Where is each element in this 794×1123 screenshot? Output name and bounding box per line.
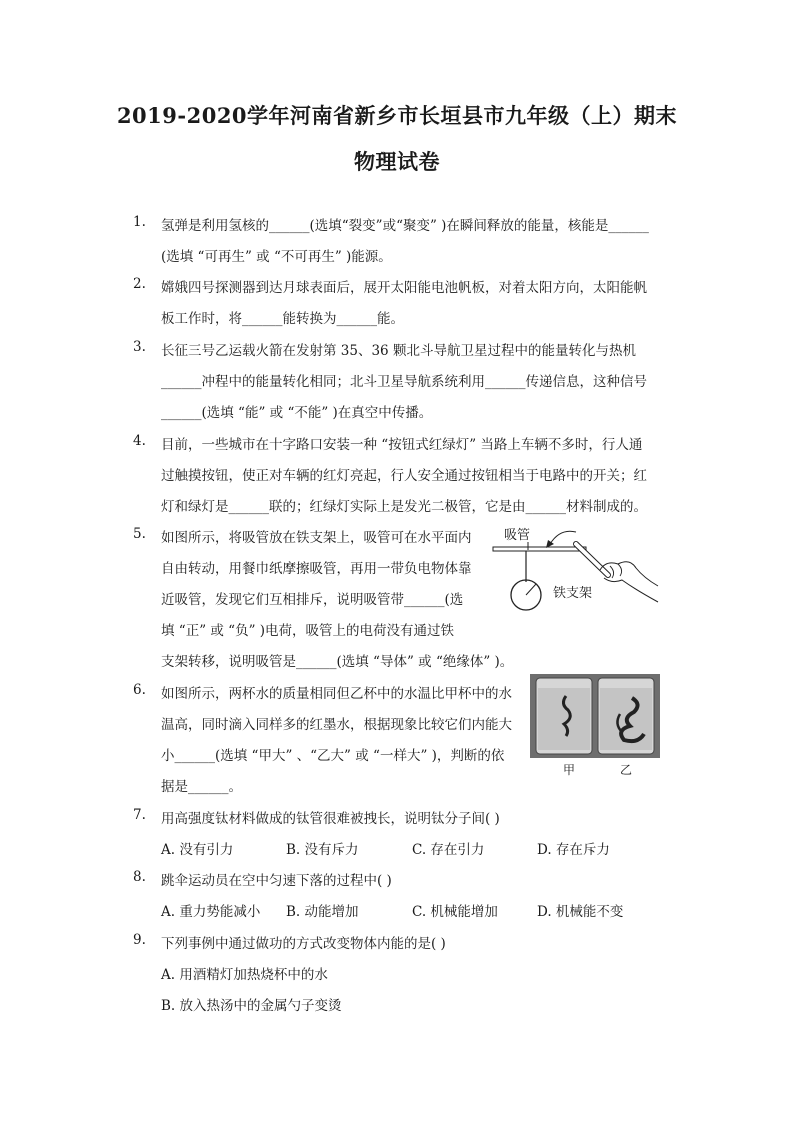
question-number: 4. <box>133 433 146 449</box>
rotation-arrow-icon <box>550 531 576 544</box>
option-c: C. 机械能增加 <box>412 904 498 920</box>
question-text-line: (选填 “可再生” 或 “不可再生” )能源。 <box>161 249 392 265</box>
question-number: 9. <box>133 932 146 948</box>
question-text-line: 跳伞运动员在空中匀速下落的过程中( ) <box>161 873 392 889</box>
option-a: A. 没有引力 <box>161 842 234 858</box>
hand-fingers <box>610 564 622 578</box>
beakers-figure <box>530 674 660 778</box>
beaker-a <box>536 678 592 754</box>
question-number: 2. <box>133 276 146 292</box>
question-number: 8. <box>133 869 146 885</box>
option-b: B. 放入热汤中的金属勺子变烫 <box>161 998 342 1014</box>
question-text-line: 下列事例中通过做功的方式改变物体内能的是( ) <box>161 936 446 952</box>
stand-label: 铁支架 <box>553 586 593 601</box>
question-text-line: 板工作时，将______能转换为______能。 <box>161 311 404 327</box>
question-text-line: 长征三号乙运载火箭在发射第 35、36 颗北斗导航卫星过程中的能量转化与热机 <box>161 343 636 359</box>
option-a: A. 重力势能减小 <box>161 904 261 920</box>
question-text-line: 如图所示，将吸管放在铁支架上，吸管可在水平面内 <box>161 530 472 546</box>
question-text-line: 用高强度钛材料做成的钛管很难被拽长，说明钛分子间( ) <box>161 811 500 827</box>
question-number: 6. <box>133 682 146 698</box>
option-b: B. 动能增加 <box>286 904 359 920</box>
question-text-line: 据是______。 <box>161 779 242 795</box>
question-number: 3. <box>133 339 146 355</box>
question-text-line: 支架转移，说明吸管是______(选填 “导体” 或 “绝缘体” )。 <box>161 654 514 670</box>
stand-base-line <box>526 584 536 595</box>
beaker-b-label: 乙 <box>620 763 633 777</box>
question-text-line: 过触摸按钮，使正对车辆的红灯亮起，行人安全通过按钮相当于电路中的开关；红 <box>161 468 647 484</box>
option-d: D. 存在斥力 <box>537 842 610 858</box>
question-text-line: 氢弹是利用氢核的______(选填“裂变”或“聚变” )在瞬间释放的能量，核能是______ <box>161 218 649 234</box>
question-text-line: 如图所示，两杯水的质量相同但乙杯中的水温比甲杯中的水 <box>161 686 512 702</box>
question-text-line: 温高，同时滴入同样多的红墨水，根据现象比较它们内能大 <box>161 717 512 733</box>
question-text-line: ______冲程中的能量转化相同；北斗卫星导航系统利用______传递信息，这种信号 <box>161 374 647 390</box>
charged-rod-inner <box>576 544 608 575</box>
straw-label: 吸管 <box>504 528 531 543</box>
hand-icon <box>600 562 658 602</box>
option-a: A. 用酒精灯加热烧杯中的水 <box>161 967 328 983</box>
title-line-2: 物理试卷 <box>354 149 440 174</box>
question-text-line: 灯和绿灯是______联的；红绿灯实际上是发光二极管，它是由______材料制成的。 <box>161 499 647 515</box>
question-text-line: 自由转动，用餐巾纸摩擦吸管，再用一带负电物体靠 <box>161 561 472 577</box>
title-line-1: 2019-2020学年河南省新乡市长垣县市九年级（上）期末 <box>116 103 678 128</box>
question-text-line: 小______(选填 “甲大” 、“乙大” 或 “一样大” )，判断的依 <box>161 748 505 764</box>
option-c: C. 存在引力 <box>412 842 485 858</box>
question-text-line: 填 “正” 或 “负” )电荷，吸管上的电荷没有通过铁 <box>161 623 455 639</box>
question-text-line: 近吸管，发现它们互相排斥，说明吸管带______(选 <box>161 592 464 608</box>
straw-stand-figure <box>488 520 660 618</box>
straw <box>493 547 586 551</box>
beaker-b <box>598 678 654 754</box>
question-number: 7. <box>133 807 146 823</box>
option-d: D. 机械能不变 <box>537 904 624 920</box>
beaker-a-label: 甲 <box>563 763 576 777</box>
question-number: 5. <box>133 526 146 542</box>
question-text-line: ______(选填 “能” 或 “不能” )在真空中传播。 <box>161 405 433 421</box>
question-text-line: 目前，一些城市在十字路口安装一种 “按钮式红绿灯” 当路上车辆不多时，行人通 <box>161 437 643 453</box>
question-number: 1. <box>133 214 146 230</box>
option-b: B. 没有斥力 <box>286 842 359 858</box>
question-text-line: 嫦娥四号探测器到达月球表面后，展开太阳能电池帆板，对着太阳方向，太阳能帆 <box>161 280 647 296</box>
